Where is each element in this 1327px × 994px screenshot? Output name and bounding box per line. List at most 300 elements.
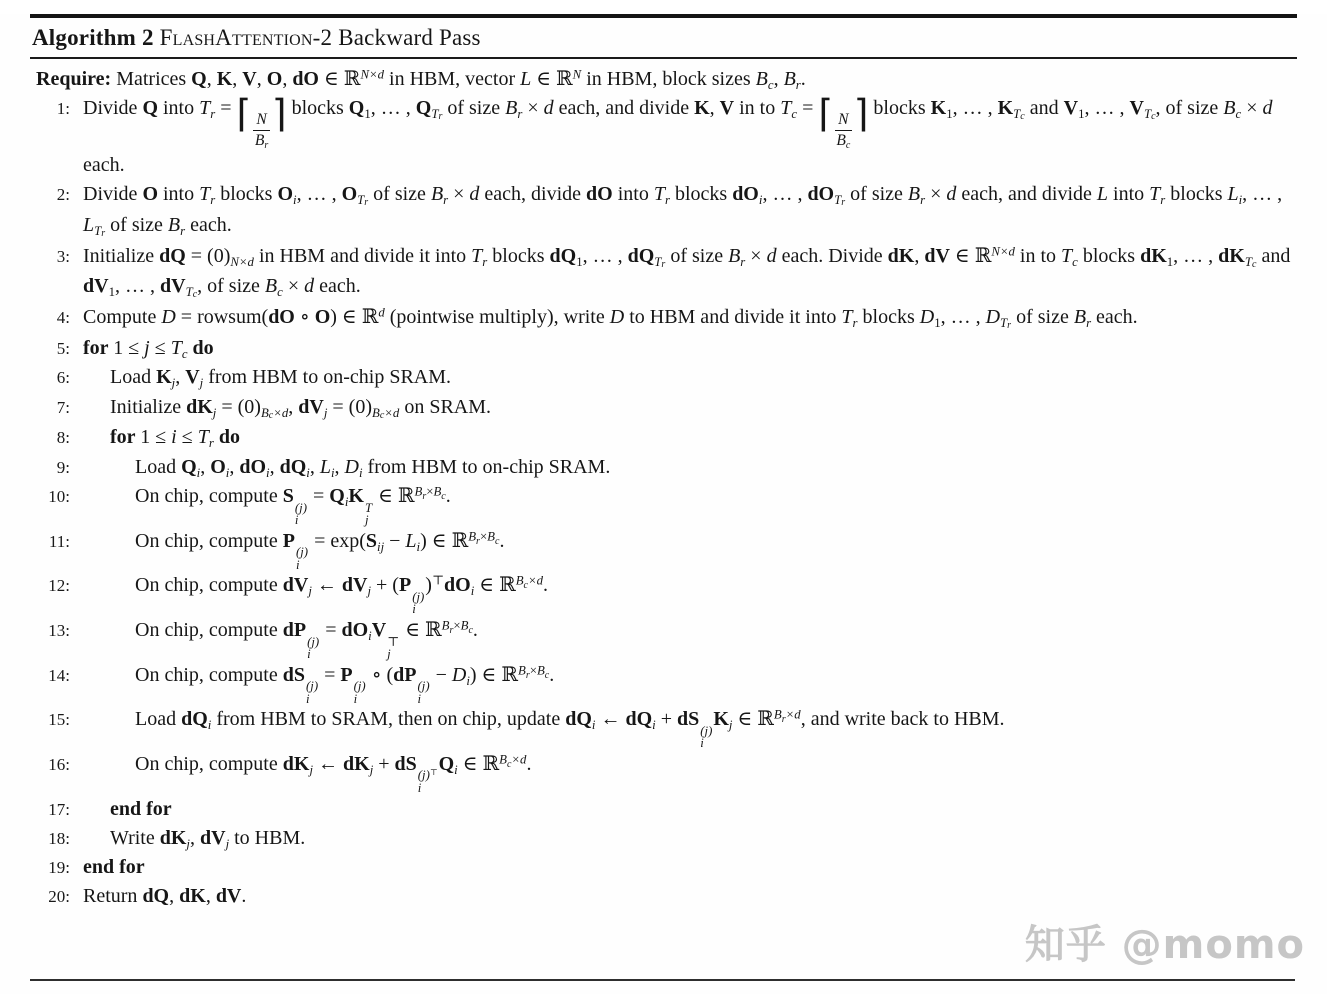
math-segment: 1 xyxy=(946,107,953,122)
math-segment: ⊤ xyxy=(429,768,438,778)
math-segment: of size xyxy=(442,97,506,120)
algo-line-6 xyxy=(36,363,1301,392)
math-segment: Initialize xyxy=(110,395,187,418)
line-content xyxy=(70,795,1301,824)
line-number: 16: xyxy=(48,754,70,774)
math-segment: B xyxy=(728,244,741,267)
math-segment: , xyxy=(169,885,180,908)
math-segment: V xyxy=(242,68,257,90)
math-segment: r xyxy=(740,254,746,269)
math-segment: K xyxy=(997,97,1014,120)
line-content xyxy=(70,824,1301,853)
math-segment: On chip, compute xyxy=(135,485,283,508)
line-content xyxy=(70,423,1301,452)
line-number: 2: xyxy=(56,185,70,205)
math-segment: r xyxy=(210,193,216,208)
math-segment: ⊤ xyxy=(431,573,445,588)
math-segment: = (0) xyxy=(185,244,231,267)
math-segment: O xyxy=(341,183,358,206)
math-segment: r xyxy=(364,197,369,209)
math-segment: P xyxy=(282,529,295,552)
math-segment: in HBM, vector xyxy=(384,68,521,90)
math-segment: d xyxy=(946,183,957,206)
fraction xyxy=(253,111,269,151)
math-segment: r xyxy=(449,625,454,637)
math-segment: i xyxy=(591,718,596,733)
math-segment: i xyxy=(306,465,310,480)
math-segment: 1 xyxy=(576,254,583,269)
math-segment: S xyxy=(282,485,294,508)
math-segment: Q xyxy=(329,485,345,508)
math-segment: O xyxy=(277,183,294,206)
math-segment: T xyxy=(654,254,662,269)
algo-line-15 xyxy=(36,705,1301,750)
math-segment: ) ∈ ℝ xyxy=(420,529,469,552)
math-segment: ⌉ xyxy=(853,91,869,136)
sup-sub-stack xyxy=(307,636,319,661)
math-segment: dV xyxy=(341,574,368,597)
line-number: 10: xyxy=(48,487,70,507)
math-segment: i xyxy=(1238,193,1243,208)
bottom-rule xyxy=(30,979,1295,981)
math-segment: (j) xyxy=(307,634,320,649)
math-segment: i xyxy=(266,465,270,480)
math-segment: T xyxy=(653,183,665,206)
math-segment: into xyxy=(612,183,654,206)
math-segment: j xyxy=(225,836,230,851)
line-number: 17: xyxy=(48,799,70,819)
math-segment: , xyxy=(200,455,211,478)
math-segment: blocks xyxy=(286,97,349,120)
math-segment: O xyxy=(314,306,331,329)
math-segment: Load xyxy=(110,366,157,389)
line-content xyxy=(70,853,1301,882)
math-segment: K xyxy=(156,366,172,389)
math-segment: dO xyxy=(807,183,835,206)
math-segment: j xyxy=(171,376,176,391)
math-segment: i xyxy=(412,602,416,617)
math-segment: 1 xyxy=(108,285,115,300)
math-segment: ≤ xyxy=(176,426,198,449)
math-segment: of size xyxy=(368,183,431,206)
line-content xyxy=(70,750,1301,795)
math-segment: K xyxy=(694,97,710,120)
math-segment: T xyxy=(780,97,792,120)
math-segment: i xyxy=(758,193,763,208)
math-segment: , … , xyxy=(1173,244,1219,267)
math-segment: ∈ ℝ xyxy=(373,485,415,508)
math-segment: c xyxy=(468,625,473,637)
line-number: 19: xyxy=(48,858,70,878)
math-segment: T xyxy=(1149,183,1161,206)
math-segment: , … , xyxy=(762,183,808,206)
math-segment: = xyxy=(320,619,342,642)
math-segment: × xyxy=(925,183,947,206)
math-segment: dS xyxy=(677,708,700,731)
math-segment: B xyxy=(907,183,921,206)
math-segment: Q xyxy=(438,752,455,775)
math-segment: i xyxy=(196,465,201,480)
algorithm-body xyxy=(0,59,1327,911)
math-segment: = xyxy=(215,97,237,120)
require-content xyxy=(36,65,1301,94)
math-segment: T xyxy=(170,336,182,359)
math-segment: N×d xyxy=(230,254,254,269)
math-segment: i xyxy=(368,628,372,643)
math-segment: D xyxy=(161,306,176,329)
algo-line-4 xyxy=(36,303,1301,334)
math-segment: i xyxy=(307,647,311,662)
line-content xyxy=(70,180,1301,241)
math-segment: in to xyxy=(1014,244,1062,267)
math-segment: (j) xyxy=(353,679,366,694)
math-segment: Load xyxy=(135,455,182,478)
math-segment: r xyxy=(841,197,846,209)
math-segment: r xyxy=(264,139,269,151)
math-segment: for xyxy=(83,336,114,359)
math-segment: on SRAM. xyxy=(399,395,492,418)
math-segment: ) ∈ ℝ xyxy=(469,663,518,686)
math-segment: in to xyxy=(734,97,781,120)
math-segment: L xyxy=(520,68,532,90)
math-segment: blocks xyxy=(1165,183,1228,206)
math-segment: D xyxy=(985,306,1001,329)
math-segment: L xyxy=(1227,183,1239,206)
math-segment: V xyxy=(719,97,735,120)
math-segment: . xyxy=(549,663,555,686)
math-segment: dK xyxy=(887,244,915,267)
math-segment: + ( xyxy=(371,574,399,597)
math-segment: , … , xyxy=(370,97,416,120)
math-segment: j xyxy=(323,405,328,420)
math-segment: , … , xyxy=(940,306,986,329)
math-segment: of size xyxy=(845,183,908,206)
math-segment: N xyxy=(256,111,267,129)
math-segment: K xyxy=(348,485,364,508)
math-segment: × xyxy=(522,97,544,120)
math-segment: dO xyxy=(239,455,267,478)
line-number: 9: xyxy=(56,457,70,477)
math-segment: from HBM to SRAM, then on chip, update xyxy=(211,708,566,731)
math-segment: . xyxy=(472,619,478,642)
line-number: 12: xyxy=(48,576,70,596)
math-segment: ∈ ℝ xyxy=(400,619,442,642)
sup-sub-stack xyxy=(700,725,712,750)
math-segment: , xyxy=(205,885,216,908)
math-segment: S xyxy=(365,529,378,552)
math-segment: blocks xyxy=(669,183,733,206)
math-segment: 1 xyxy=(1166,254,1174,269)
math-segment: dQ xyxy=(565,708,592,731)
math-segment: blocks xyxy=(857,306,920,329)
math-segment: r xyxy=(852,316,858,330)
math-segment: r xyxy=(661,258,666,270)
math-segment: , xyxy=(309,455,320,478)
math-segment: c xyxy=(523,580,528,592)
math-segment: Q xyxy=(191,68,207,90)
algo-line-12 xyxy=(36,571,1301,616)
math-segment: ×d xyxy=(785,707,801,722)
math-segment: into xyxy=(158,183,200,206)
math-segment: dK xyxy=(282,752,310,775)
math-segment: dV xyxy=(199,826,226,849)
math-segment: − xyxy=(430,663,452,686)
math-segment: N×d xyxy=(991,244,1015,259)
math-segment: B xyxy=(264,275,278,298)
math-segment: × xyxy=(1241,97,1263,120)
math-segment: each, divide xyxy=(479,183,587,206)
math-segment: = xyxy=(307,485,330,508)
math-segment: T xyxy=(185,285,193,300)
math-segment: in HBM and divide it into xyxy=(253,244,472,267)
math-segment: P xyxy=(398,574,412,597)
math-segment: i xyxy=(344,494,349,509)
math-segment: ∈ ℝ xyxy=(457,752,500,775)
line-number: 6: xyxy=(56,368,70,388)
math-segment: j xyxy=(387,647,391,662)
math-segment: T xyxy=(364,500,373,515)
math-segment: B xyxy=(515,573,524,588)
math-segment: j xyxy=(309,762,313,777)
math-segment: K xyxy=(216,68,233,90)
math-segment: r xyxy=(443,193,449,208)
line-content xyxy=(70,91,1301,180)
algo-line-1 xyxy=(36,91,1301,180)
math-segment: , xyxy=(256,68,267,90)
math-segment: , xyxy=(206,68,217,90)
math-segment: ∘ ( xyxy=(366,663,394,686)
math-segment: , xyxy=(229,455,240,478)
math-segment: D xyxy=(451,663,467,686)
algo-line-8 xyxy=(36,423,1301,452)
sup-sub-stack xyxy=(412,591,424,616)
math-segment: B xyxy=(468,529,477,544)
math-segment: j xyxy=(308,584,312,599)
math-segment: dQ xyxy=(549,244,577,267)
math-segment: T xyxy=(197,426,209,449)
math-segment: O xyxy=(266,68,283,90)
math-segment: On chip, compute xyxy=(135,619,283,642)
math-segment: D xyxy=(344,455,359,478)
math-segment: V xyxy=(185,366,200,389)
line-number: 20: xyxy=(48,887,70,907)
math-segment: to HBM and divide it into xyxy=(624,306,842,329)
sup-sub-stack xyxy=(296,546,308,571)
math-segment: B xyxy=(487,529,495,544)
line-number: 8: xyxy=(56,428,70,448)
math-segment: B xyxy=(536,663,545,678)
line-number: 15: xyxy=(48,710,70,730)
math-segment: V xyxy=(371,619,387,642)
math-segment: r xyxy=(1007,320,1012,332)
math-segment: dQ xyxy=(159,244,186,267)
math-segment: × xyxy=(479,529,488,544)
math-segment: r xyxy=(1086,316,1092,330)
math-segment: B xyxy=(773,707,782,722)
math-segment: , of size xyxy=(197,275,265,298)
math-segment: ∘ xyxy=(294,306,315,329)
math-segment: B xyxy=(254,131,265,149)
math-segment: dS xyxy=(394,752,417,775)
math-segment: d xyxy=(1262,97,1273,120)
math-segment: K xyxy=(713,708,729,731)
math-segment: T xyxy=(841,306,853,329)
math-segment: L xyxy=(83,214,95,237)
math-segment: , … , xyxy=(296,183,342,206)
math-segment: do xyxy=(213,426,240,449)
math-segment: T xyxy=(199,97,211,120)
math-segment: i xyxy=(470,584,475,599)
math-segment: i xyxy=(417,691,422,706)
math-segment: T xyxy=(431,107,439,122)
math-segment: B xyxy=(783,68,796,90)
math-segment: (j) xyxy=(417,679,430,694)
math-segment: d xyxy=(378,305,385,320)
algo-line-2 xyxy=(36,180,1301,241)
math-segment: (j) xyxy=(412,589,425,604)
math-segment: (j) xyxy=(306,679,319,694)
math-segment: r xyxy=(781,714,786,726)
math-segment: and xyxy=(1256,244,1291,267)
math-segment: , … , xyxy=(582,244,628,267)
math-segment: , xyxy=(709,97,720,120)
math-segment: to HBM. xyxy=(229,826,306,849)
line-content xyxy=(70,303,1301,334)
math-segment: r xyxy=(920,193,926,208)
math-segment: each, and divide xyxy=(553,97,695,120)
math-segment: O xyxy=(210,455,226,478)
math-segment: j xyxy=(367,584,372,599)
math-segment: each. xyxy=(314,275,361,298)
math-segment: ∈ ℝ xyxy=(732,708,774,731)
math-segment: Require: xyxy=(36,68,117,90)
math-segment: 1 xyxy=(1078,107,1085,122)
math-segment: r xyxy=(482,254,488,269)
math-segment: ×d xyxy=(511,752,527,767)
math-segment: and xyxy=(1024,97,1064,120)
math-segment: ×d xyxy=(384,405,400,420)
math-segment: dK xyxy=(1218,244,1245,267)
math-segment: c xyxy=(441,491,446,503)
math-segment: , xyxy=(189,826,200,849)
algo-line-5 xyxy=(36,334,1301,363)
line-content xyxy=(70,527,1301,572)
math-segment: dS xyxy=(282,663,305,686)
math-segment: dK xyxy=(159,826,187,849)
math-segment: dQ xyxy=(279,455,307,478)
math-segment: r xyxy=(422,491,427,503)
math-segment: dV xyxy=(282,574,309,597)
algo-line-7 xyxy=(36,393,1301,424)
math-segment: (j) xyxy=(417,768,430,783)
math-segment: end for xyxy=(83,856,145,879)
math-segment: i xyxy=(295,557,300,572)
math-segment: c xyxy=(791,107,798,122)
math-segment: T xyxy=(199,183,211,206)
math-segment: each. Divide xyxy=(776,244,888,267)
math-segment: dK xyxy=(179,885,206,908)
line-content xyxy=(70,242,1301,303)
math-segment: 1 xyxy=(364,107,371,122)
line-number: 14: xyxy=(48,665,70,685)
algo-line-10 xyxy=(36,482,1301,527)
line-number: 18: xyxy=(48,828,70,848)
math-segment: r xyxy=(664,193,670,208)
math-segment: dO xyxy=(341,619,369,642)
math-segment: B xyxy=(372,405,380,420)
math-segment: T xyxy=(1000,316,1008,330)
math-segment: ← xyxy=(595,708,626,731)
line-number: 13: xyxy=(48,621,70,641)
math-segment: j xyxy=(144,336,150,359)
math-segment: r xyxy=(101,228,106,240)
math-segment: dK xyxy=(343,752,370,775)
math-segment: of size xyxy=(105,214,168,237)
math-segment: B xyxy=(260,405,269,420)
math-segment: + xyxy=(655,708,677,731)
algo-line-14 xyxy=(36,661,1301,706)
math-segment: i xyxy=(358,465,363,480)
line-content xyxy=(70,571,1301,616)
math-segment: c xyxy=(379,409,385,421)
math-segment: ≤ xyxy=(149,336,171,359)
math-segment: blocks xyxy=(487,244,550,267)
math-segment: B xyxy=(460,618,469,633)
math-segment: j xyxy=(212,405,217,420)
math-segment: i xyxy=(225,465,230,480)
math-segment: c xyxy=(1151,111,1156,123)
math-segment: i xyxy=(353,691,358,706)
line-content xyxy=(70,453,1301,482)
math-segment: r xyxy=(517,107,523,122)
math-segment: , xyxy=(232,68,243,90)
math-segment: Compute xyxy=(83,306,162,329)
math-segment: ×d xyxy=(527,573,544,588)
line-number: 3: xyxy=(56,246,70,266)
math-segment: + xyxy=(373,752,395,775)
math-segment: Divide xyxy=(83,97,143,120)
math-segment: V xyxy=(1129,97,1144,120)
math-segment: ij xyxy=(377,539,385,554)
math-segment: T xyxy=(94,223,102,238)
line-content xyxy=(70,334,1301,363)
math-segment: , xyxy=(269,455,280,478)
math-segment: j xyxy=(199,376,204,391)
algo-line-13 xyxy=(36,616,1301,661)
require-line xyxy=(36,65,1301,94)
math-segment: r xyxy=(795,77,801,92)
math-segment: B xyxy=(433,484,442,499)
math-segment: r xyxy=(210,107,216,122)
math-segment: (pointwise multiply), write xyxy=(384,306,610,329)
sup-sub-stack xyxy=(354,680,366,705)
math-segment: c xyxy=(767,77,774,92)
math-segment: i xyxy=(466,673,470,688)
math-segment: (j) xyxy=(294,500,307,515)
math-segment: On chip, compute xyxy=(135,574,283,597)
math-segment: i xyxy=(417,781,422,796)
math-segment: dQ xyxy=(625,708,653,731)
fraction xyxy=(835,111,851,151)
math-segment: , … , xyxy=(1084,97,1130,120)
math-segment: On chip, compute xyxy=(135,752,283,775)
math-segment: j xyxy=(364,513,369,528)
math-segment: , xyxy=(773,68,784,90)
line-content xyxy=(70,661,1301,706)
math-segment: B xyxy=(505,97,518,120)
math-segment: for xyxy=(110,426,141,449)
math-segment: . xyxy=(543,574,549,597)
